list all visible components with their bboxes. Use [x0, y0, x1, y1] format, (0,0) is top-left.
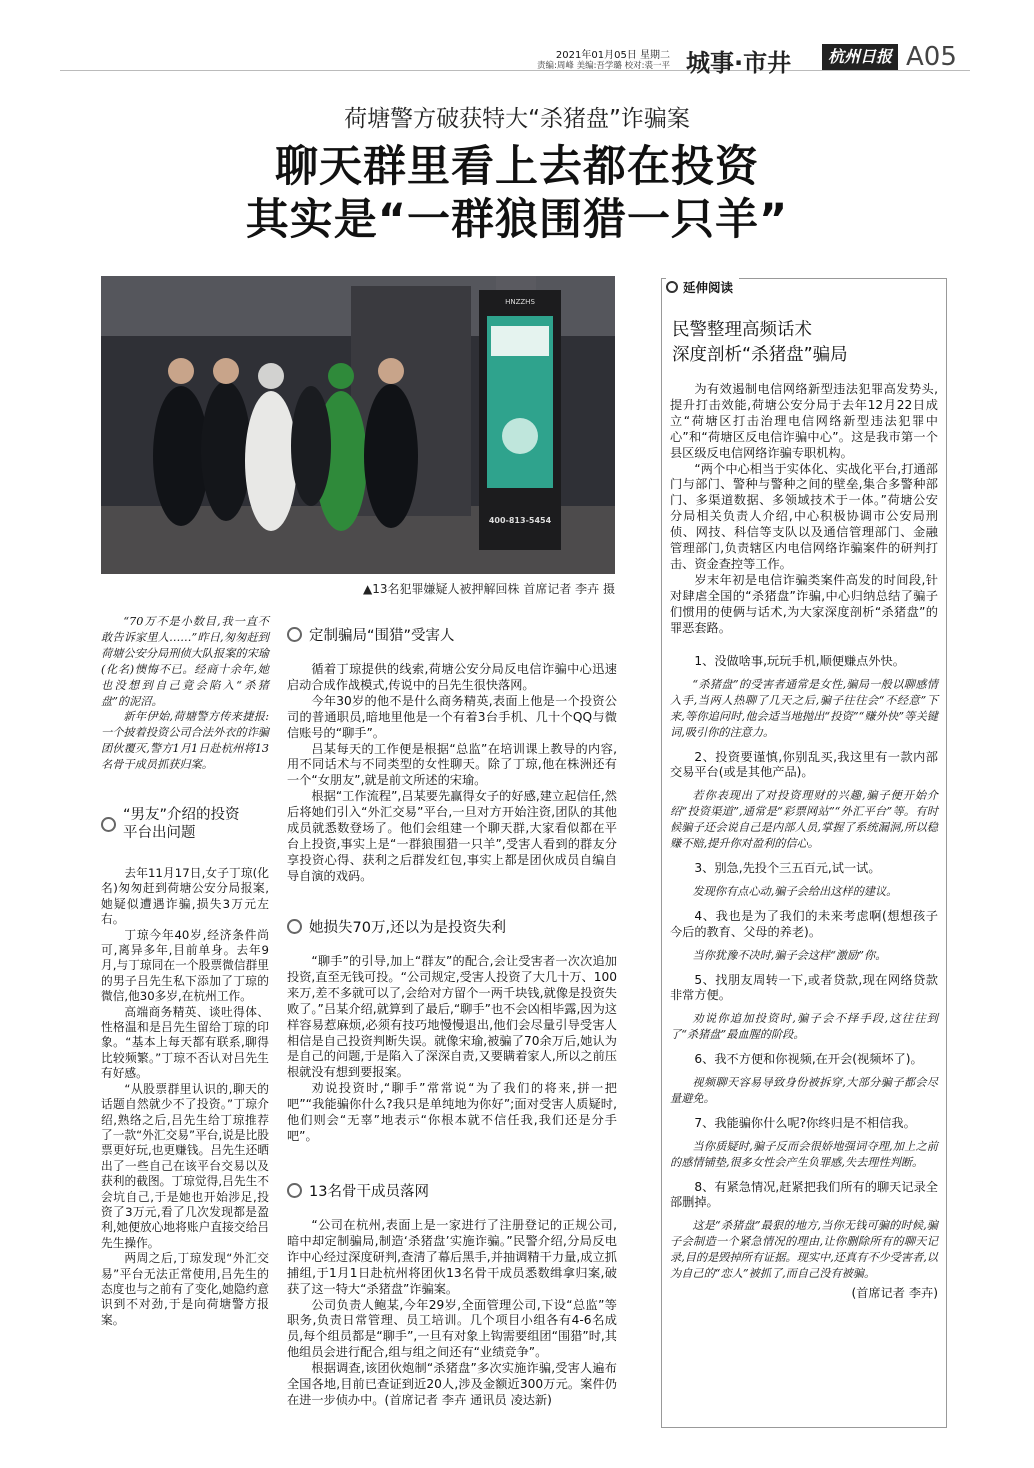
sidebar-intro: [670, 382, 938, 637]
header-section: [686, 43, 791, 78]
sidebar-right-border: [946, 278, 947, 1428]
tactic-note: 当你质疑时,骗子反而会很娇地强词夺理,加上之前的感情铺垫,很多女性会产生负罪感,失去理性判断。: [670, 1139, 938, 1169]
circle-bullet-icon: [287, 627, 302, 642]
section-a-para: 两周之后,丁琼发现“外汇交易”平台无法正常使用,吕先生的态度也与之前有了变化,她隐约意识到不对劲,于是向荷塘警方报案。: [101, 1251, 269, 1327]
section-a-heading: [101, 806, 273, 842]
section-b-para: 循着丁琼提供的线索,荷塘公安分局反电信诈骗中心迅速启动合成作战模式,传说中的吕先生很快落网。: [287, 662, 617, 692]
sign-phone: 400-813-5454: [488, 516, 552, 525]
section-a-para: 高端商务精英、谈吐得体、性格温和是吕先生留给丁琼的印象。“基本上每天都有联系,聊得比较频繁。”丁琼不否认对吕先生有好感。: [101, 1004, 269, 1081]
sidebar-intro-para: 为有效遏制电信网络新型违法犯罪高发势头,提升打击效能,荷塘公安分局于去年12月22日成立“荷塘区打击治理电信网络新型违法犯罪中心”和“荷塘区反电信诈骗中心”。这是我市第一个县区级反电信网络诈骗专职机构。: [670, 382, 938, 460]
circle-bullet-icon: [287, 1183, 302, 1198]
section-c-heading: [287, 916, 617, 937]
tactic-note: 发现你有点心动,骗子会给出这样的建议。: [692, 884, 898, 898]
photo-illustration: [101, 276, 615, 574]
tactic-note: 若你表现出了对投资理财的兴趣,骗子便开始介绍“投资渠道”,通常是“彩票网站”“外汇平台”等。有时候骗子还会说自己是内部人员,掌握了系统漏洞,所以稳赚不赔,提升你对盈利的信心。: [670, 789, 938, 851]
intro-para: 新年伊始,荷塘警方传来捷报:一个披着投资公司合法外衣的诈骗团伙覆灭,警方1月1日赴杭州将13名骨干成员抓获归案。: [101, 710, 269, 772]
tactic-quote: 4、我也是为了我们的未来考虑啊(想想孩子今后的教育、父母的养老)。: [670, 908, 938, 939]
sidebar-bottom-border: [661, 1427, 947, 1428]
tactic-note: 视频聊天容易导致身份被拆穿,大部分骗子都会尽量避免。: [670, 1076, 938, 1105]
section-d-heading: [287, 1180, 617, 1201]
sidebar-title2: 深度剖析“杀猪盘”骗局: [672, 345, 848, 365]
tactic-quote: 5、找朋友周转一下,或者贷款,现在网络贷款非常方便。: [670, 972, 938, 1003]
paper-logo: 杭州日报: [822, 44, 898, 70]
section-c-para: 劝说投资时,“聊手”常常说“为了我们的将来,拼一把吧”“我能骗你什么?我只是单纯地为你好”;面对受害人质疑时,他们则会“无辜”地表示“你根本就不信任我,我们还是分手吧”。: [287, 1081, 617, 1143]
sidebar-items: [670, 654, 938, 1302]
section-a-para: 丁琼今年40岁,经济条件尚可,离异多年,目前单身。去年9月,与丁琼同在一个股票微信群里的男子吕先生私下添加了丁琼的微信,他30多岁,在杭州工作。: [101, 927, 269, 1004]
sidebar-tag-label: 延伸阅读: [683, 280, 734, 295]
headline-line2: 其实是“一群狼围猎一只羊”: [245, 195, 789, 245]
tactic-quote: 8、有紧急情况,赶紧把我们所有的聊天记录全部删掉。: [670, 1179, 938, 1210]
tactic-note: 这是“杀猪盘”最狠的地方,当你无钱可骗的时候,骗子会制造一个紧急情况的理由,让你删除所有的聊天记录,目的是毁掉所有证据。现实中,还真有不少受害者,以为自己的“恋人”被抓了,而自己没有被骗。: [670, 1219, 938, 1281]
section-d-title: 13名骨干成员落网: [309, 1184, 429, 1200]
section-c-text: [287, 954, 617, 1145]
section-b-heading: [287, 624, 617, 645]
headline-kicker: 荷塘警方破获特大“杀猪盘”诈骗案: [344, 106, 690, 132]
search-icon: [666, 281, 678, 293]
header-editors: 责编:周峰 美编:吾学璐 校对:裘一平: [537, 61, 670, 71]
sidebar-intro-para: “两个中心相当于实体化、实战化平台,打通部门与部门、警种与警种之间的壁垒,集合多警种部门、多渠道数据、多领域技术于一体。”荷塘公安分局相关负责人介绍,中心积极协调市公安局刑侦、网技、科信等支队以及通信管理部门、金融管理部门,负责辖区内电信网络诈骗案件的研判打击、资金查控等工作。: [670, 461, 938, 571]
sidebar-byline: (首席记者 李卉): [851, 1286, 938, 1300]
sidebar-intro-para: 岁末年初是电信诈骗类案件高发的时间段,针对肆虐全国的“杀猪盘”诈骗,中心归纳总结了骗子们惯用的使俩与话术,为大家深度剖析“杀猪盘”的罪恶套路。: [670, 572, 938, 635]
section-d-para: 公司负责人鲍某,今年29岁,全面管理公司,下设“总监”等职务,负责日常管理、员工培训。几个项目小组各有4-6名成员,每个组员都是“聊手”,一旦有对象上钩需要组团“围猎”时,其他组员会进行配合,组与组之间还有“业绩竞争”。: [287, 1297, 617, 1360]
section-a-para: “从股票群里认识的,聊天的话题自然就少不了投资。”丁琼介绍,熟络之后,吕先生给丁琼推荐了一款“外汇交易”平台,说是比股票更好玩,也更赚钱。吕先生还晒出了一些自己在该平台交易以及获利的截图。丁琼觉得,吕先生不会坑自己,于是她也开始涉足,投资了3万元,看了几次发现都是盈利,她便放心地将账户直接交给吕先生操作。: [101, 1081, 269, 1250]
intro-para: “70万不是小数目,我一直不敢告诉家里人……”昨日,匆匆赶到荷塘公安分局刑侦大队报案的宋瑜(化名)懊悔不已。经商十余年,她也没想到自己竟会陷入“杀猪盘”的泥沼。: [101, 615, 269, 708]
section-b-para: 根据“工作流程”,吕某要先赢得女子的好感,建立起信任,然后将她们引入“外汇交易”平台,一旦对方开始注资,团队的其他成员就悉数登场了。他们会组建一个聊天群,大家看似都在平台上投资,事实上是“一群狼围猎一只羊”,受害人看到的群友分享投资心得、获利之后群发红包,事实上都是团伙成员自编自导自演的戏码。: [287, 789, 617, 883]
section-a-para: 去年11月17日,女子丁琼(化名)匆匆赶到荷塘公安分局报案,她疑似遭遇诈骗,损失3万元左右。: [101, 866, 269, 927]
photo-caption: ▲13名犯罪嫌疑人被押解回株 首席记者 李卉 摄: [363, 582, 615, 596]
section-a-title2: 平台出问题: [123, 825, 196, 841]
tactic-quote: 3、别急,先投个三五百元,试一试。: [694, 860, 881, 875]
section-dot: ·: [734, 49, 744, 77]
page-number: A05: [906, 42, 957, 72]
section-name: 城事: [686, 49, 734, 77]
sign-brand: HNZZHS: [505, 298, 535, 306]
circle-bullet-icon: [287, 919, 302, 934]
tactic-note: 劝说你追加投资时,骗子会不择手段,这往往到了“杀猪盘”最血腥的阶段。: [670, 1012, 938, 1042]
header-date: 2021年01月05日 星期二: [555, 50, 670, 61]
tactic-note: “杀猪盘”的受害者通常是女性,骗局一般以聊感情入手,当两人热聊了几天之后,骗子往往会“不经意”下来,等你追问时,他会适当地抛出“投资”“赚外快”等关键词,吸引你的注意力。: [670, 677, 938, 739]
section-b-title: 定制骗局“围猎”受害人: [309, 628, 455, 644]
section-b-para: 今年30岁的他不是什么商务精英,表面上他是一个投资公司的普通职员,暗地里他是一个有着3台手机、几十个QQ与微信账号的“聊手”。: [287, 693, 617, 740]
section-d-text: [287, 1218, 617, 1409]
tactic-quote: 1、没做啥事,玩玩手机,顺便赚点外快。: [694, 654, 905, 668]
tactic-quote: 6、我不方便和你视频,在开会(视频坏了)。: [694, 1052, 923, 1067]
section-b-para: 吕某每天的工作便是根据“总监”在培训课上教导的内容,用不同话术与不同类型的女性聊天。除了丁琼,他在株洲还有一个“女朋友”,就是前文所述的宋瑜。: [287, 741, 617, 788]
sidebar-tag: [666, 278, 739, 296]
tactic-quote: 2、投资要谨慎,你别乱买,我这里有一款内部交易平台(或是其他产品)。: [670, 749, 938, 780]
sidebar-title: [672, 318, 942, 368]
headline-line1: 聊天群里看上去都在投资: [275, 142, 759, 192]
section-d-para: “公司在杭州,表面上是一家进行了注册登记的正规公司,暗中却定制骗局,制造‘杀猪盘’实施诈骗。”民警介绍,分局反电诈中心经过深度研判,查清了幕后黑手,并抽调精干力量,成立抓捕组,于1月1日赴杭州将团伙13名骨干成员悉数缉拿归案,破获了这一特大“杀猪盘”诈骗案。: [287, 1218, 617, 1296]
sidebar-title1: 民警整理高频话术: [672, 320, 812, 340]
section-c-title: 她损失70万,还以为是投资失利: [309, 920, 507, 936]
tactic-quote: 7、我能骗你什么呢?你终归是不相信我。: [694, 1115, 916, 1130]
news-photo: [101, 276, 615, 574]
subsection-name: 市井: [743, 49, 792, 77]
intro-text: [101, 614, 269, 773]
section-a-title1: “男友”介绍的投资: [123, 807, 240, 823]
section-c-para: “聊手”的引导,加上“群友”的配合,会让受害者一次次追加投资,直至无钱可投。“公司规定,受害人投资了大几十万、100来万,差不多就可以了,会给对方留个一两千块钱,就像是投资失败了。”吕某介绍,就算到了最后,“聊手”也不会凶相毕露,因为这样容易惹麻烦,必须有技巧地慢慢退出,他们会尽量引导受害人相信是自己投资判断失误。就像宋瑜,被骗了70余万后,她认为是自己的问题,于是陷入了深深自责,又要瞒着家人,所以之前压根就没有想到要报案。: [287, 954, 617, 1080]
tactic-note: 当你犹豫不决时,骗子会这样“激励”你。: [692, 948, 887, 962]
section-d-para: 根据调查,该团伙炮制“杀猪盘”多次实施诈骗,受害人遍布全国各地,目前已查证到近20人,涉及金额近300万元。案件仍在进一步侦办中。(首席记者 李卉 通讯员 凌达新): [287, 1361, 617, 1407]
circle-bullet-icon: [101, 817, 116, 832]
sidebar-left-border: [661, 278, 662, 1428]
section-b-text: [287, 662, 617, 885]
section-a-text: [101, 866, 269, 1328]
